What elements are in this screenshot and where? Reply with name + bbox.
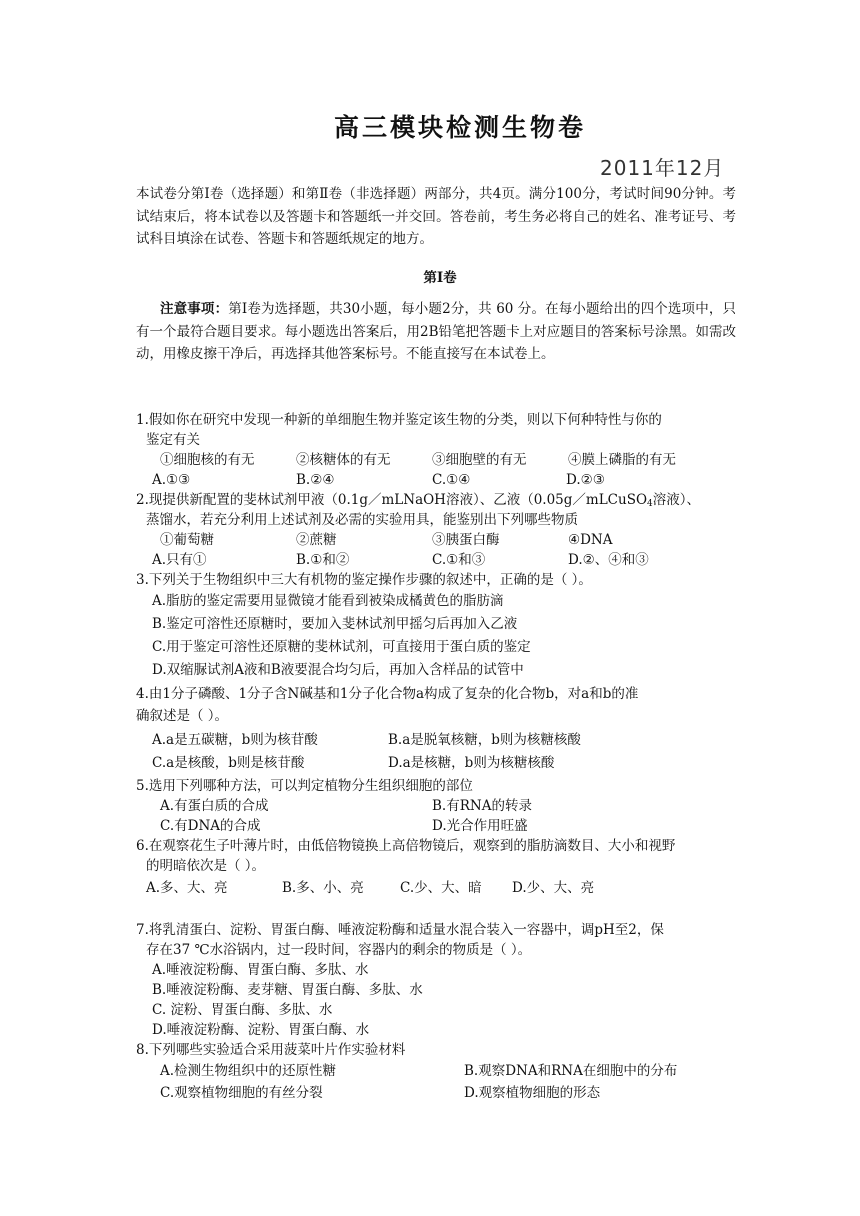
question-3 — [136, 570, 746, 682]
question-2 — [136, 490, 746, 570]
question-3-stem: 3.下列关于生物组织中三大有机物的鉴定操作步骤的叙述中，正确的是（ ）。 — [136, 572, 592, 588]
exam-date: 2011年12月 — [600, 156, 725, 180]
question-5-option-d: D.光合作用旺盛 — [432, 818, 528, 834]
intro-paragraph: 本试卷分第Ⅰ卷（选择题）和第Ⅱ卷（非选择题）两部分，共4页。满分100分，考试时间90分钟。考试结束后，将本试卷以及答题卡和答题纸一并交回。答卷前，考生务必将自己的姓名、准考证号、考试科目填涂在试卷、答题卡和答题纸规定的地方。 — [136, 186, 736, 247]
question-5-option-c: C.有DNA的合成 — [160, 818, 261, 834]
question-8-option-c: C.观察植物细胞的有丝分裂 — [160, 1085, 323, 1101]
question-2-item-3: ③胰蛋白酶 — [432, 532, 500, 548]
question-1-item-2: ②核糖体的有无 — [296, 452, 391, 468]
question-6-stem-cont: 的明暗依次是（ ）。 — [146, 858, 266, 874]
question-4-option-a: A.a是五碳糖，b则为核苷酸 — [152, 732, 318, 748]
question-4-options-row2 — [136, 753, 746, 776]
question-1-option-b: B.②④ — [296, 472, 335, 488]
question-6-options — [136, 876, 746, 900]
question-4-option-d: D.a是核糖，b则为核糖核酸 — [388, 755, 555, 771]
question-4-options-row1 — [136, 730, 746, 753]
question-2-stem-b: 溶液）、 — [652, 492, 700, 508]
question-2-option-a: A.只有① — [152, 552, 207, 568]
volume-title: 第Ⅰ卷 — [423, 270, 457, 286]
question-1-option-d: D.②③ — [566, 472, 605, 488]
question-6-stem: 6.在观察花生子叶薄片时，由低倍物镜换上高倍物镜后，观察到的脂肪滴数目、大小和视野 — [136, 838, 676, 854]
question-3-option-b: B.鉴定可溶性还原糖时，要加入斐林试剂甲摇匀后再加入乙液 — [152, 616, 518, 632]
question-7-option-c: C. 淀粉、胃蛋白酶、多肽、水 — [152, 1002, 333, 1018]
question-2-stem-a: 2.现提供新配置的斐林试剂甲液（0.1g／mLNaOH溶液）、乙液（0.05g／mLCuSO — [136, 492, 648, 508]
question-2-option-c: C.①和③ — [432, 552, 486, 568]
question-7-option-b: B.唾液淀粉酶、麦芽糖、胃蛋白酶、多肽、水 — [152, 982, 423, 998]
question-5-option-a: A.有蛋白质的合成 — [160, 798, 269, 814]
question-2-item-2: ②蔗糖 — [296, 532, 337, 548]
question-1-item-1: ①细胞核的有无 — [160, 452, 255, 468]
question-1-items — [136, 450, 746, 470]
question-4-option-c: C.a是核酸，b则是核苷酸 — [152, 755, 305, 771]
question-5 — [136, 776, 746, 836]
question-7-option-d: D.唾液淀粉酶、淀粉、胃蛋白酶、水 — [152, 1022, 370, 1038]
question-6-option-d: D.少、大、亮 — [512, 880, 595, 896]
question-2-option-d: D.②、④和③ — [568, 552, 649, 568]
question-3-option-a: A.脂肪的鉴定需要用显微镜才能看到被染成橘黄色的脂肪滴 — [152, 593, 504, 609]
question-1-item-3: ③细胞壁的有无 — [432, 452, 527, 468]
question-1-option-c: C.①④ — [432, 472, 471, 488]
question-2-stem-subscript: 4 — [647, 499, 653, 509]
question-2-item-1: ①葡萄糖 — [160, 532, 214, 548]
question-8-option-d: D.观察植物细胞的形态 — [464, 1085, 601, 1101]
notice-label: 注意事项： — [160, 301, 229, 317]
question-4-stem: 4.由1分子磷酸、1分子含N碱基和1分子化合物a构成了复杂的化合物b，对a和b的准 — [136, 686, 639, 702]
question-1 — [136, 410, 746, 490]
question-8-options-row1 — [136, 1060, 746, 1082]
question-2-stem-cont: 蒸馏水，若充分利用上述试剂及必需的实验用具，能鉴别出下列哪些物质 — [146, 512, 578, 528]
question-4 — [136, 684, 746, 776]
question-1-option-a: A.①③ — [152, 472, 191, 488]
question-6-option-b: B.多、小、亮 — [282, 880, 364, 896]
question-5-option-b: B.有RNA的转录 — [432, 798, 532, 814]
question-5-options-row2 — [136, 816, 746, 836]
question-7-option-a: A.唾液淀粉酶、胃蛋白酶、多肽、水 — [152, 962, 369, 978]
notice-paragraph — [136, 298, 736, 366]
question-7 — [136, 920, 746, 1040]
question-2-option-b: B.①和② — [296, 552, 350, 568]
question-6 — [136, 836, 746, 900]
question-4-option-b: B.a是脱氧核糖，b则为核糖核酸 — [388, 732, 581, 748]
questions-section — [136, 410, 746, 1104]
question-4-stem-cont: 确叙述是（ ）。 — [136, 708, 229, 724]
question-1-stem: 1.假如你在研究中发现一种新的单细胞生物并鉴定该生物的分类，则以下何种特性与你的 — [136, 412, 662, 428]
question-7-stem: 7.将乳清蛋白、淀粉、胃蛋白酶、唾液淀粉酶和适量水混合装入一容器中，调pH至2，保 — [136, 922, 664, 938]
question-8-option-b: B.观察DNA和RNA在细胞中的分布 — [464, 1063, 678, 1079]
question-2-items — [136, 530, 746, 550]
question-6-option-a: A.多、大、亮 — [146, 880, 228, 896]
question-7-stem-cont: 存在37 ℃水浴锅内，过一段时间，容器内的剩余的物质是（ ）。 — [146, 942, 532, 958]
question-2-stem — [136, 490, 746, 510]
question-5-options-row1 — [136, 796, 746, 816]
exam-title: 高三模块检测生物卷 — [333, 113, 586, 142]
question-2-item-4: ④DNA — [568, 532, 613, 548]
question-1-stem-cont: 鉴定有关 — [146, 432, 200, 448]
question-8 — [136, 1040, 746, 1104]
question-8-option-a: A.检测生物组织中的还原性糖 — [160, 1063, 337, 1079]
question-1-options — [136, 470, 746, 490]
question-2-options — [136, 550, 746, 570]
question-8-stem: 8.下列哪些实验适合采用菠菜叶片作实验材料 — [136, 1042, 406, 1058]
question-1-item-4: ④膜上磷脂的有无 — [568, 452, 676, 468]
question-3-option-c: C.用于鉴定可溶性还原糖的斐林试剂，可直接用于蛋白质的鉴定 — [152, 639, 531, 655]
question-6-option-c: C.少、大、暗 — [400, 880, 482, 896]
notice-text: 第Ⅰ卷为选择题，共30小题，每小题2分，共 60 分。在每小题给出的四个选项中，只有一个最符合题目要求。每小题选出答案后，用2B铅笔把答题卡上对应题目的答案标号涂黑。如需改动，用橡皮擦干净后，再选择其他答案标号。不能直接写在本试卷上。 — [136, 301, 736, 362]
question-8-options-row2 — [136, 1082, 746, 1104]
question-3-option-d: D.双缩脲试剂A液和B液要混合均匀后，再加入含样品的试管中 — [152, 662, 524, 678]
question-5-stem: 5.选用下列哪种方法，可以判定植物分生组织细胞的部位 — [136, 778, 473, 794]
